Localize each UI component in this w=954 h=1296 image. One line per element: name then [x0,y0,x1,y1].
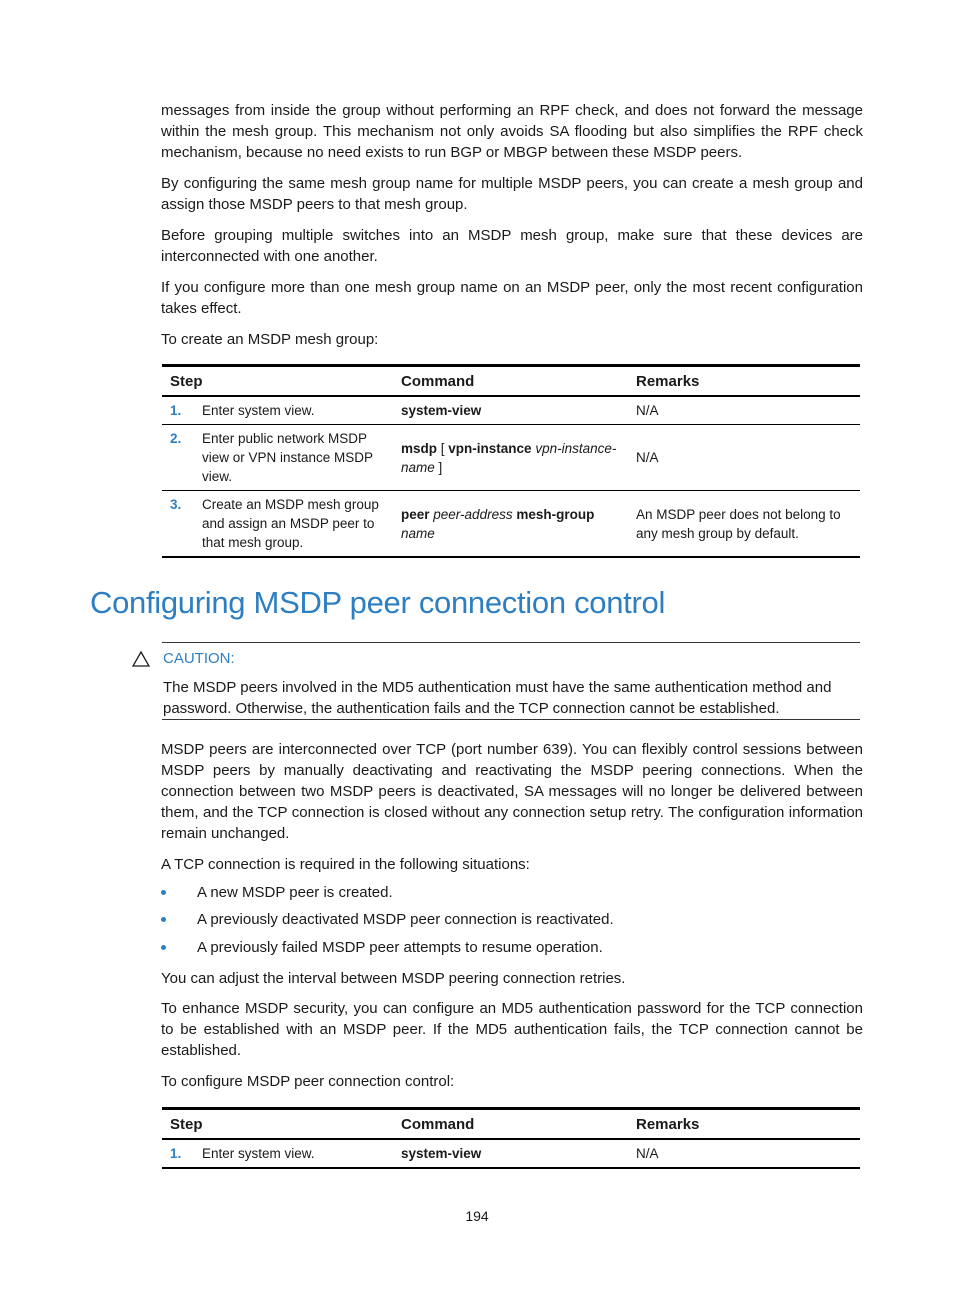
command-cell [393,1139,628,1168]
step-cell [162,396,393,425]
step-description: Enter public network MSDP view or VPN instance MSDP view. [202,431,373,484]
bullet-dot-icon [161,890,166,895]
section-heading: Configuring MSDP peer connection control [90,585,666,620]
remarks-cell: An MSDP peer does not belong to any mesh group by default. [628,491,860,558]
header-step: Step [162,367,393,396]
body-paragraph: messages from inside the group without performing an RPF check, and does not forward the message within the mesh group. This mechanism not only avoids SA flooding but also simplifies the RPF check mechanism, because no need exists to run BGP or MBGP between these MSDP peers. [161,102,863,161]
command-keyword: system-view [401,403,482,418]
step-description: Create an MSDP mesh group and assign an MSDP peer to that mesh group. [202,497,379,550]
body-paragraph: Before grouping multiple switches into an MSDP mesh group, make sure that these devices are interconnected with one another. [161,227,863,265]
body-paragraph: To create an MSDP mesh group: [161,331,379,348]
caution-text: The MSDP peers involved in the MD5 authentication must have the same authentication method and password. Otherwise, the authentication fails and the TCP connection cannot be established. [163,679,832,717]
bullet-text: A previously deactivated MSDP peer connection is reactivated. [197,911,614,928]
body-paragraph: You can adjust the interval between MSDP peering connection retries. [161,970,626,987]
command-cell [393,491,628,558]
page-number: 194 [465,1208,489,1224]
table-header-row [162,367,860,396]
command-syntax: [ [437,440,449,456]
caution-label: CAUTION: [163,650,235,667]
table-row [162,491,860,558]
remarks-cell: N/A [628,396,860,425]
command-argument: vpn-instance-name [401,440,617,475]
bullet-dot-icon [161,945,166,950]
body-paragraph: To configure MSDP peer connection control: [161,1073,455,1090]
command-keyword: system-view [401,1146,482,1161]
header-command: Command [393,367,628,396]
header-remarks: Remarks [628,367,860,396]
step-description: Enter system view. [202,1146,315,1161]
command-cell [393,425,628,491]
header-remarks: Remarks [628,1110,860,1139]
command-cell [393,396,628,425]
header-command: Command [393,1110,628,1139]
step-number: 2. [170,431,182,446]
table-header-row [162,1110,860,1139]
step-cell [162,491,393,558]
step-number: 1. [170,403,182,418]
body-paragraph: MSDP peers are interconnected over TCP (port number 639). You can flexibly control sessions between MSDP peers by manually deactivating and reactivating the MSDP peering connections. When the connection between two MSDP peers is deactivated, SA messages will no longer be delivered between them, and the TCP connection is closed without any connection setup retry. The configuration information remain unchanged. [161,741,863,842]
mesh-group-command-table [162,367,860,558]
body-paragraph: A TCP connection is required in the following situations: [161,856,530,873]
command-argument: name [401,506,599,541]
command-syntax: ] [434,459,443,475]
step-cell [162,425,393,491]
bullet-text: A new MSDP peer is created. [197,884,393,901]
command-keyword: msdp [401,440,438,456]
caution-bottom-rule [162,719,860,720]
step-cell [162,1139,393,1168]
header-step: Step [162,1110,393,1139]
command-keyword: vpn-instance [448,440,532,456]
command-keyword: mesh-group [516,506,595,522]
table-row [162,396,860,425]
peer-connection-command-table [162,1110,860,1169]
remarks-cell: N/A [628,1139,860,1168]
table-row [162,425,860,491]
step-number: 1. [170,1146,182,1161]
step-description: Enter system view. [202,403,315,418]
step-number: 3. [170,497,182,512]
body-paragraph: To enhance MSDP security, you can configure an MD5 authentication password for the TCP connection to be established with an MSDP peer. If the MD5 authentication fails, the TCP connection cannot be established. [161,1000,863,1059]
body-paragraph: If you configure more than one mesh group name on an MSDP peer, only the most recent configuration takes effect. [161,279,863,317]
body-paragraph: By configuring the same mesh group name for multiple MSDP peers, you can create a mesh group and assign those MSDP peers to that mesh group. [161,175,863,213]
bullet-text: A previously failed MSDP peer attempts to resume operation. [197,939,603,956]
command-keyword: peer [401,506,430,522]
caution-icon [132,651,150,667]
bullet-dot-icon [161,917,166,922]
command-argument: peer-address [429,506,517,522]
remarks-cell: N/A [628,425,860,491]
table-row [162,1139,860,1168]
heading-rule [162,642,860,643]
